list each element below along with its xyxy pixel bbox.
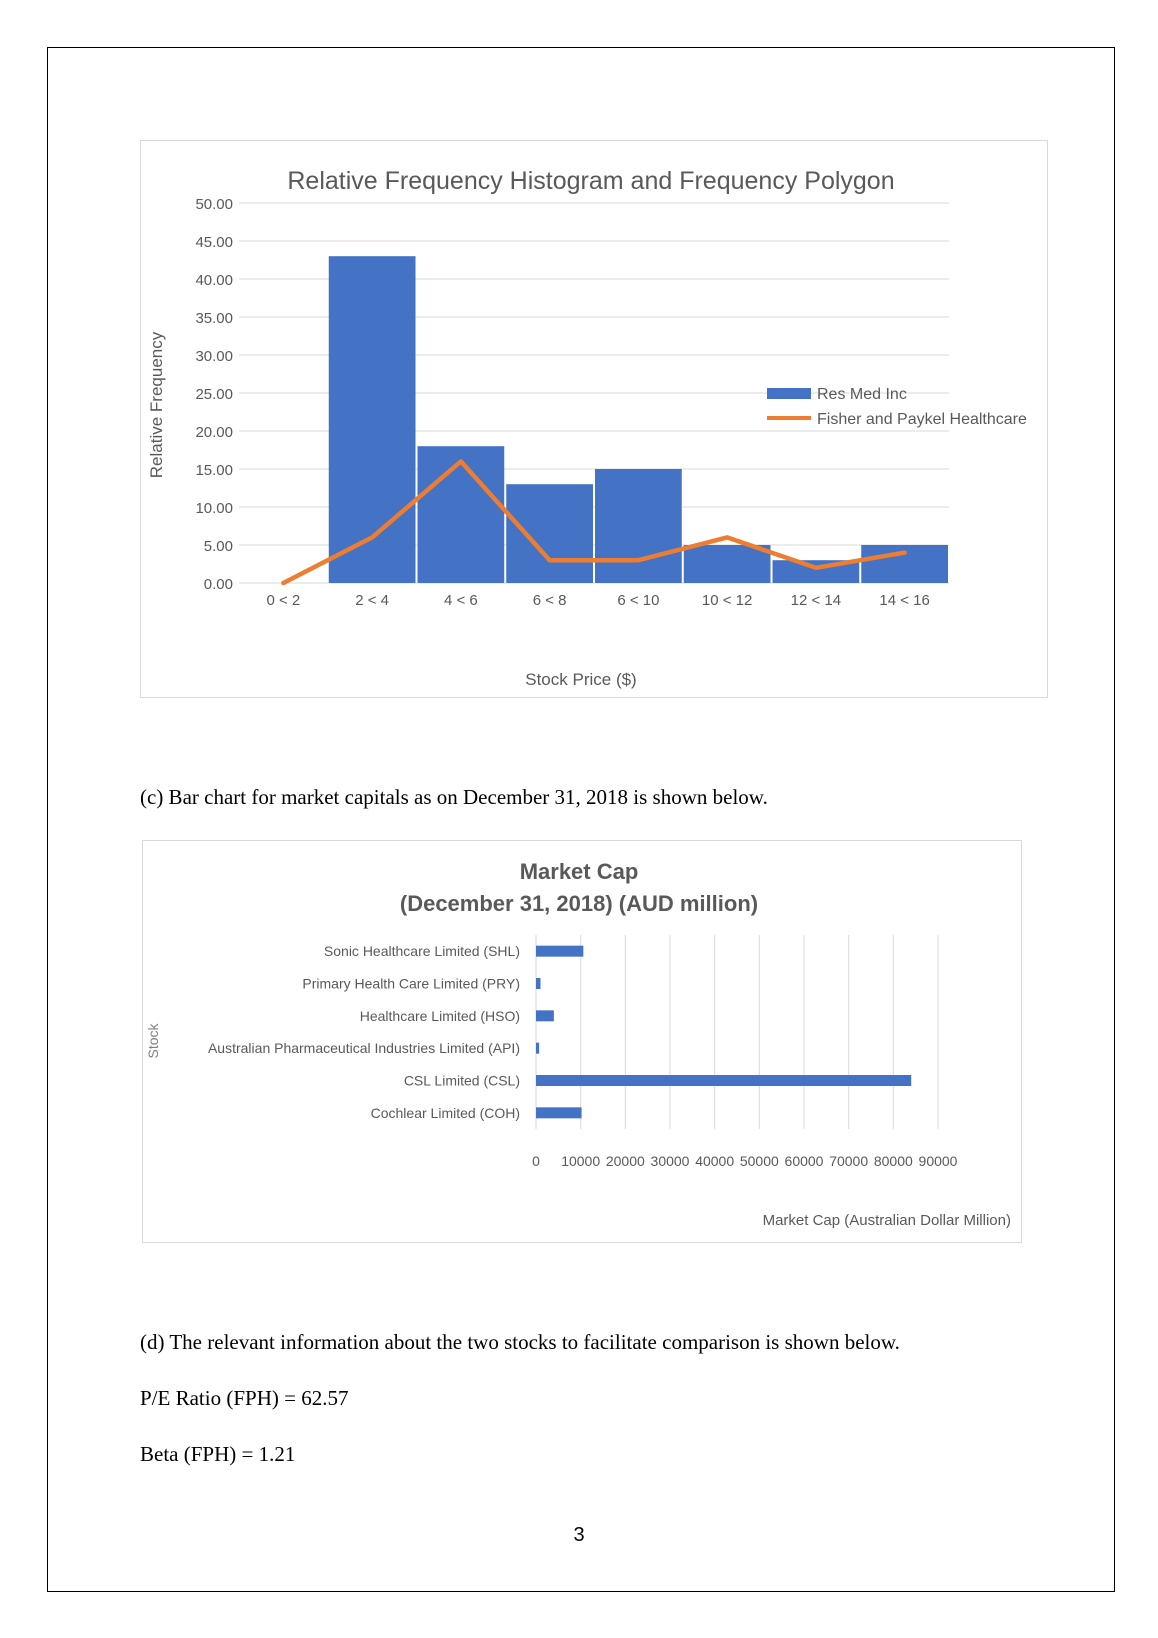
market-cap-bar: [536, 1010, 554, 1021]
market-cap-x-tick-label: 80000: [873, 1153, 913, 1169]
market-cap-category-label: Primary Health Care Limited (PRY): [302, 975, 520, 992]
market-cap-category-label: Sonic Healthcare Limited (SHL): [323, 943, 520, 960]
histogram-y-tick-label: 10.00: [195, 500, 233, 517]
histogram-x-tick-label: 6 < 8: [532, 592, 567, 609]
histogram-y-tick-label: 25.00: [195, 386, 233, 403]
market-cap-x-tick-label: 70000: [829, 1153, 869, 1169]
market-cap-x-tick-label: 30000: [650, 1153, 690, 1169]
histogram-y-tick-label: 45.00: [195, 234, 233, 251]
market-cap-category-label: Australian Pharmaceutical Industries Limited (API): [207, 1040, 520, 1057]
market-cap-title: Market Cap: [519, 859, 639, 884]
histogram-x-tick-label: 2 < 4: [355, 592, 390, 609]
histogram-y-tick-label: 30.00: [195, 348, 233, 365]
market-cap-svg: [143, 841, 1021, 1242]
market-cap-x-tick-label: 60000: [784, 1153, 824, 1169]
paragraph-c: (c) Bar chart for market capitals as on December 31, 2018 is shown below.: [140, 785, 768, 809]
legend-swatch-res-med: [767, 388, 811, 399]
market-cap-bar: [536, 946, 583, 957]
beta-text: Beta (FPH) = 1.21: [140, 1442, 296, 1466]
market-cap-category-label: Healthcare Limited (HSO): [359, 1007, 520, 1024]
histogram-svg: [141, 141, 1047, 697]
market-cap-subtitle: (December 31, 2018) (AUD million): [399, 891, 759, 916]
histogram-x-tick-label: 4 < 6: [443, 592, 478, 609]
market-cap-bar: [536, 1107, 582, 1118]
histogram-y-tick-label: 0.00: [203, 576, 233, 593]
histogram-y-tick-label: 40.00: [195, 272, 233, 289]
market-cap-x-tick-label: 0: [532, 1153, 540, 1169]
histogram-x-axis-label: Stock Price ($): [525, 670, 637, 689]
histogram-x-tick-label: 6 < 10: [617, 592, 660, 609]
histogram-bar: [595, 469, 682, 583]
pe-ratio-text: P/E Ratio (FPH) = 62.57: [140, 1386, 349, 1410]
histogram-bar: [329, 256, 416, 583]
market-cap-x-tick-label: 40000: [695, 1153, 735, 1169]
market-cap-x-tick-label: 90000: [918, 1153, 958, 1169]
histogram-bar: [418, 446, 505, 583]
histogram-legend: [767, 386, 1027, 428]
market-cap-y-axis-label: Stock: [145, 1023, 161, 1059]
market-cap-category-label: CSL Limited (CSL): [403, 1072, 520, 1089]
market-cap-bar: [536, 1043, 539, 1054]
paragraph-d: (d) The relevant information about the two stocks to facilitate comparison is shown below.: [140, 1330, 900, 1354]
legend-label-res-med: Res Med Inc: [817, 386, 907, 403]
market-cap-category-label: Cochlear Limited (COH): [370, 1104, 520, 1121]
legend-label-fisher-paykel: Fisher and Paykel Healthcare: [817, 411, 1027, 428]
histogram-x-tick-label: 12 < 14: [790, 592, 842, 609]
market-cap-chart: [142, 840, 1022, 1243]
market-cap-x-tick-label: 20000: [605, 1153, 645, 1169]
histogram-bar: [506, 484, 593, 583]
histogram-bar: [684, 545, 771, 583]
histogram-y-tick-label: 5.00: [203, 538, 233, 555]
market-cap-bar: [536, 1075, 911, 1086]
market-cap-bar: [536, 978, 540, 989]
histogram-y-tick-label: 50.00: [195, 196, 233, 213]
market-cap-x-axis-label: Market Cap (Australian Dollar Million): [762, 1212, 1011, 1229]
histogram-x-tick-label: 14 < 16: [879, 592, 930, 609]
histogram-x-tick-label: 10 < 12: [701, 592, 753, 609]
histogram-title: Relative Frequency Histogram and Frequency Polygon: [287, 167, 895, 195]
market-cap-x-tick-label: 50000: [739, 1153, 779, 1169]
histogram-chart: [140, 140, 1048, 698]
histogram-y-tick-label: 35.00: [195, 310, 233, 327]
histogram-y-axis-label: Relative Frequency: [147, 331, 166, 479]
histogram-y-tick-label: 15.00: [195, 462, 233, 479]
histogram-y-tick-label: 20.00: [195, 424, 233, 441]
histogram-x-tick-label: 0 < 2: [266, 592, 301, 609]
market-cap-x-tick-label: 10000: [561, 1153, 601, 1169]
page-number: 3: [573, 1524, 585, 1546]
